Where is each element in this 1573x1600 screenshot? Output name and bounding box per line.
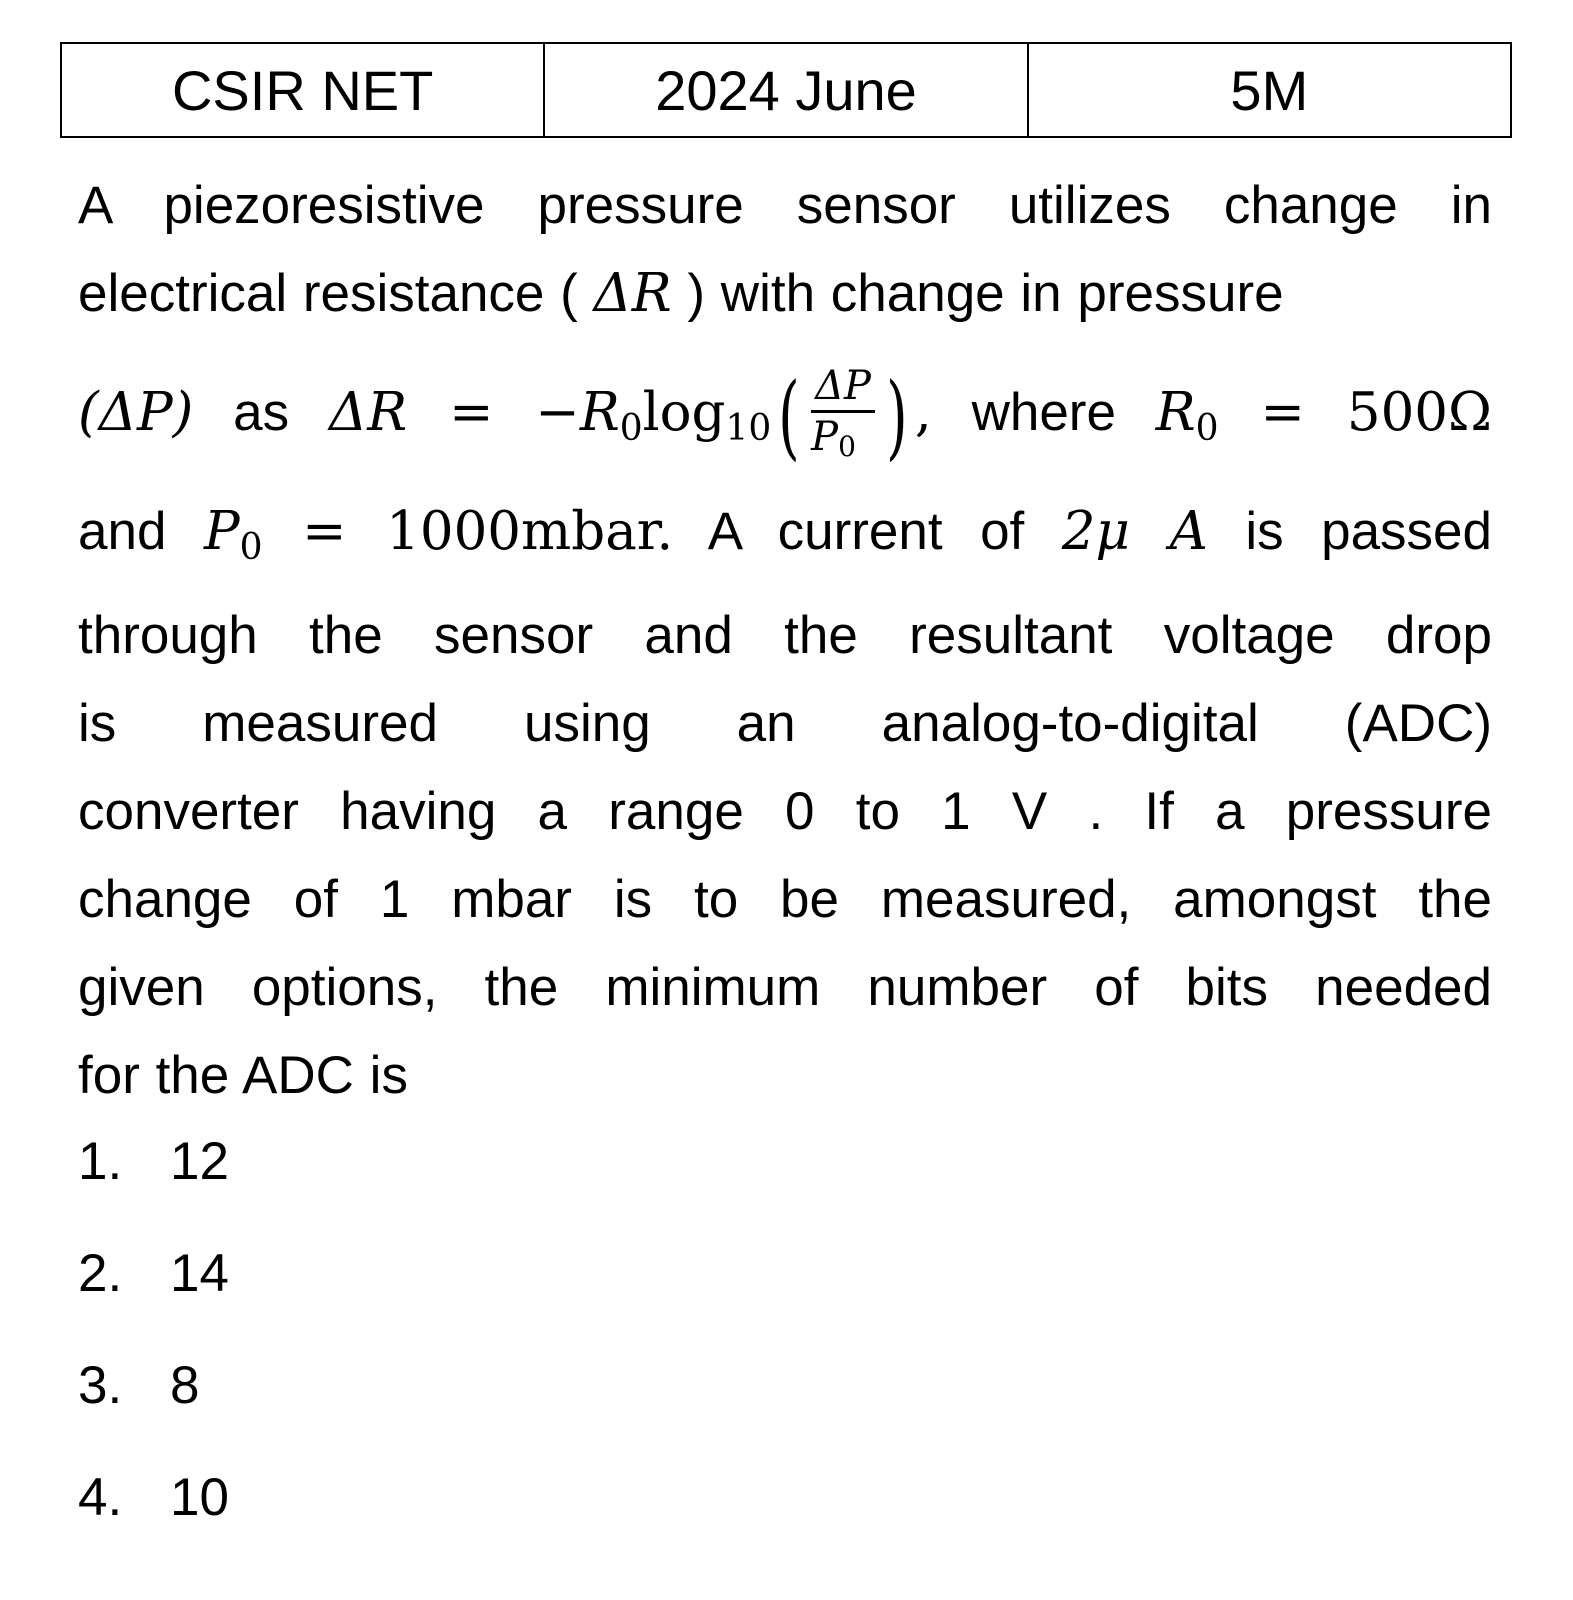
option-2-value: 14 (170, 1244, 229, 1303)
option-4-number: 4. (78, 1468, 123, 1527)
header-row (61, 43, 1511, 137)
header-table (60, 42, 1512, 138)
formula-log-base: 10 (725, 408, 772, 449)
option-1[interactable] (78, 1130, 229, 1242)
as-word: as (233, 383, 290, 442)
question-line-10: for the ADC is (78, 1046, 408, 1105)
right-paren: ) (886, 362, 908, 470)
marks-cell: 5M (1028, 43, 1511, 137)
formula-r0-subscript: 0 (619, 408, 643, 449)
exam-session-cell: 2024 June (544, 43, 1027, 137)
p0-symbol: P (203, 501, 240, 562)
option-3-value: 8 (170, 1356, 200, 1415)
question-line-8: change of 1 mbar is to be measured, amongst the (78, 870, 1492, 929)
answer-options (78, 1130, 229, 1578)
pressure-ratio-fraction (811, 364, 875, 469)
r0-symbol: R (1155, 382, 1196, 443)
question-line-5: through the sensor and the resultant voltage drop (78, 606, 1492, 665)
left-paren: ( (778, 362, 800, 470)
option-3[interactable] (78, 1354, 229, 1466)
exam-name-cell: CSIR NET (61, 43, 544, 137)
fraction-denominator (811, 413, 875, 469)
p0-subscript: 0 (239, 527, 263, 568)
question-line-2 (78, 250, 1492, 338)
fraction-denominator-symbol: P (811, 414, 839, 460)
current-value: 2μ A (1061, 501, 1208, 562)
option-1-value: 12 (170, 1132, 229, 1191)
question-line-6: is measured using an analog-to-digital (ADC) (78, 694, 1492, 753)
r0-amount: = 500Ω (1260, 382, 1492, 443)
formula-comma: , (914, 382, 932, 443)
formula-log: log (642, 382, 726, 443)
fraction-numerator: ΔP (811, 364, 875, 413)
question-line-9: given options, the minimum number of bits needed (78, 958, 1492, 1017)
fraction-denominator-subscript: 0 (838, 430, 856, 463)
where-word: where (971, 383, 1116, 442)
r0-value (1155, 382, 1492, 449)
resistance-formula (328, 362, 932, 470)
question-line-1: A piezoresistive pressure sensor utilizes change in (78, 176, 1492, 235)
formula-line (78, 338, 1492, 488)
question-line-7: converter having a range 0 to 1 V . If a pressure (78, 782, 1492, 841)
p0-value (203, 501, 674, 568)
question-line-4-end: is passed (1245, 502, 1493, 561)
p0-amount: = 1000mbar. (302, 501, 674, 562)
question-line-4 (78, 488, 1492, 592)
option-2-number: 2. (78, 1244, 123, 1303)
delta-p-symbol: (ΔP) (78, 382, 194, 443)
option-4[interactable] (78, 1466, 229, 1578)
question-line-2-start: electrical resistance ( (78, 264, 594, 323)
question-text (78, 162, 1492, 1120)
r0-subscript: 0 (1195, 408, 1219, 449)
question-line-2-end: ) with change in pressure (671, 264, 1284, 323)
formula-lhs: ΔR = −R (328, 382, 620, 443)
option-1-number: 1. (78, 1132, 123, 1191)
option-2[interactable] (78, 1242, 229, 1354)
and-word: and (78, 502, 167, 561)
delta-r-symbol: ΔR (593, 263, 672, 324)
option-4-value: 10 (170, 1468, 229, 1527)
current-intro: A current of (707, 502, 1025, 561)
option-3-number: 3. (78, 1356, 123, 1415)
